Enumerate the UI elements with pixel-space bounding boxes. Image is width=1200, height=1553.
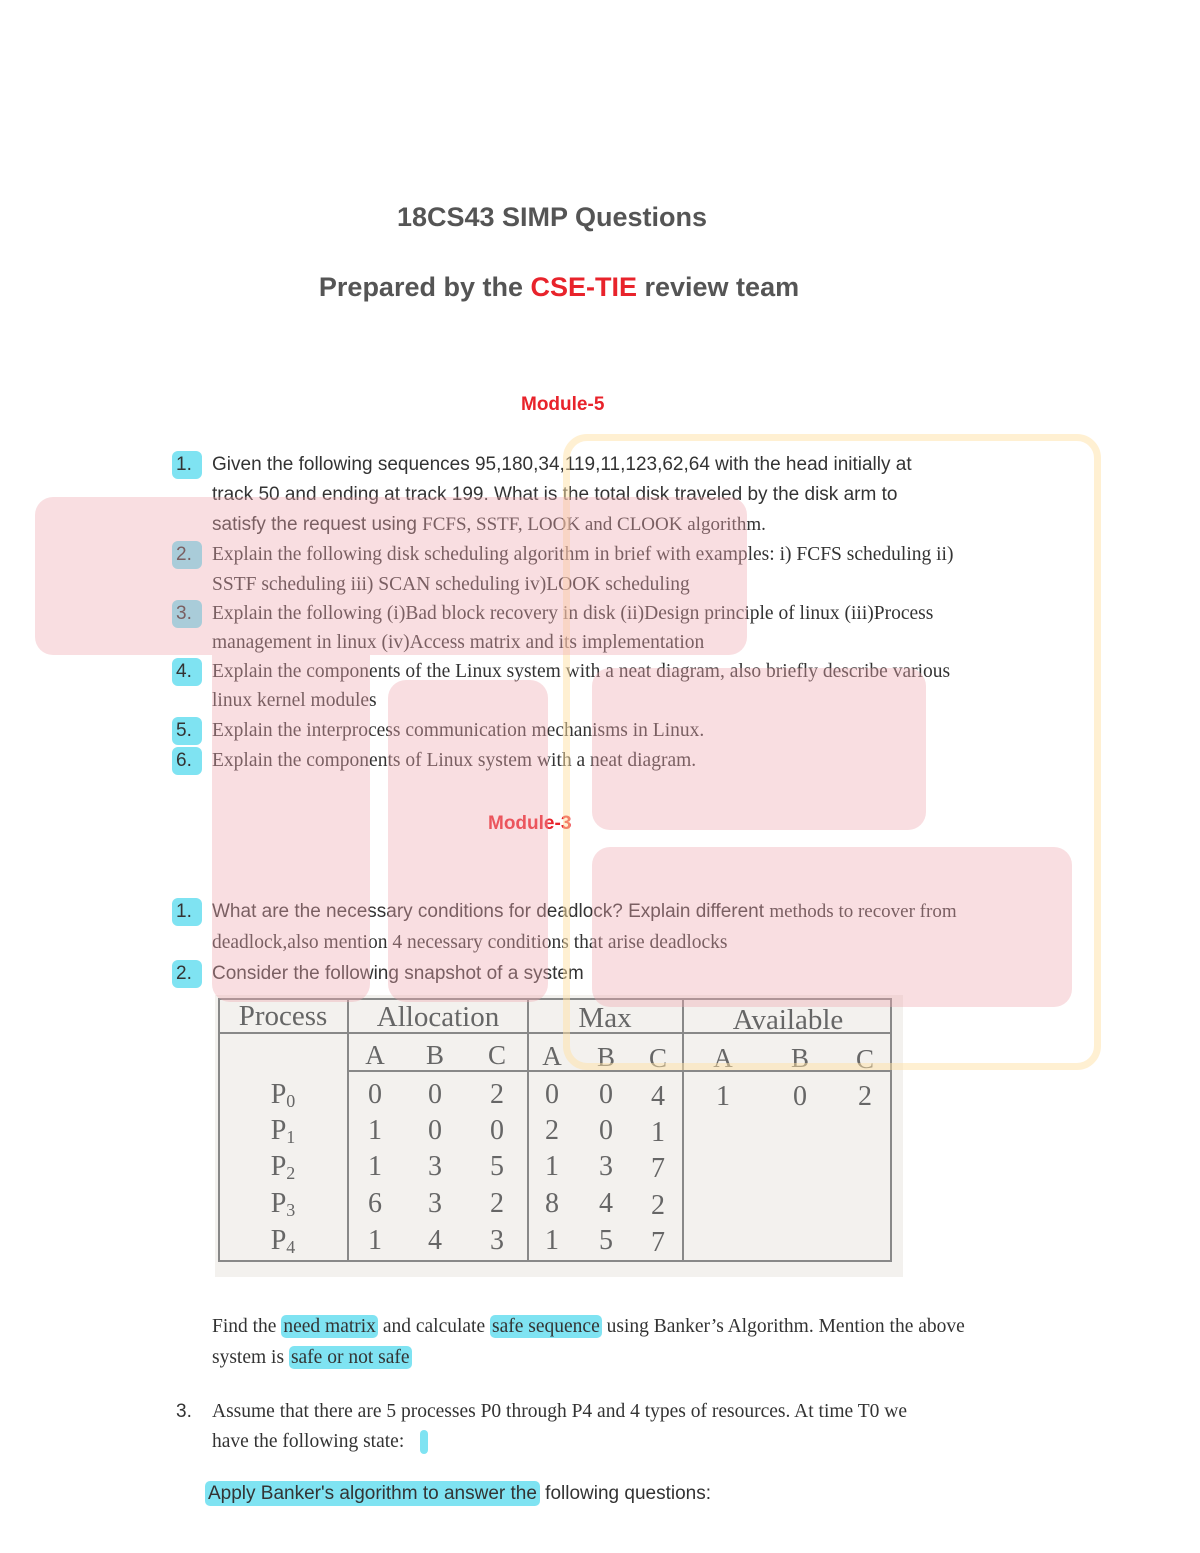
highlight-safe-or-not: safe or not safe: [290, 1347, 410, 1368]
m5-q6-number: 6.: [172, 747, 202, 775]
process-label: P4: [270, 1225, 296, 1257]
allocation-cell: 1: [368, 1151, 382, 1182]
m3-q3-line-2: have the following state:: [212, 1431, 405, 1452]
process-label: P1: [270, 1115, 296, 1147]
allocation-cell: 6: [368, 1188, 382, 1219]
sub-alloc-a: A: [365, 1040, 385, 1070]
highlight-need-matrix: need matrix: [283, 1316, 376, 1337]
m3-q2-after-line-1: [212, 1313, 965, 1341]
m5-q1-line-1: Given the following sequences 95,180,34,119,11,123,62,64 with the head initially at: [212, 454, 912, 475]
m5-q5-number: 5.: [172, 717, 202, 745]
subtitle-accent: CSE-TIE: [530, 272, 637, 302]
sub-max-c: C: [648, 1043, 668, 1073]
process-label: P2: [270, 1151, 296, 1183]
allocation-cell: 3: [428, 1151, 442, 1182]
after-text-1: Find the: [212, 1316, 282, 1337]
m3-q2-number: 2.: [172, 960, 202, 988]
m3-q3-line-1: Assume that there are 5 processes P0 through P4 and 4 types of resources. At time T0 we: [212, 1401, 907, 1422]
table-header-process: Process: [238, 1000, 328, 1032]
after-text-4: system is: [212, 1347, 289, 1368]
m5-q3-number: 3.: [172, 600, 202, 628]
table-header-available: Available: [732, 1004, 844, 1036]
m5-q1-line-3a: satisfy the request using: [212, 514, 423, 535]
allocation-cell: 0: [368, 1079, 382, 1110]
subtitle-prefix: Prepared by the: [318, 272, 531, 302]
subtitle-suffix: review team: [637, 272, 800, 302]
cursor-highlight: [420, 1430, 428, 1454]
m3-q3-apply-line: [205, 1480, 711, 1508]
note-overlay-1: [35, 497, 747, 655]
max-cell: 3: [599, 1151, 613, 1182]
m5-q1-number: 1.: [172, 451, 202, 479]
sub-avail-c: C: [855, 1044, 875, 1074]
m5-q1-line-3b: FCFS, SSTF, LOOK and CLOOK algorithm.: [422, 514, 766, 535]
allocation-cell: 3: [428, 1188, 442, 1219]
apply-rest-text: following questions:: [539, 1483, 712, 1504]
table-header-max: Max: [578, 1002, 632, 1034]
highlight-safe-sequence: safe sequence: [492, 1316, 600, 1337]
allocation-cell: 0: [428, 1079, 442, 1110]
after-text-3: using Banker’s Algorithm. Mention the above: [601, 1316, 965, 1337]
sub-alloc-c: C: [487, 1040, 507, 1070]
m5-q2-number: 2.: [172, 541, 202, 569]
m3-q1-number: 1.: [172, 898, 202, 926]
m3-q2-after-line-2: [212, 1344, 412, 1372]
note-overlay-4: [592, 668, 926, 830]
max-cell: 7: [651, 1153, 665, 1184]
allocation-cell: 1: [368, 1225, 382, 1256]
allocation-cell: 2: [490, 1079, 504, 1110]
m3-q2-line-1: Consider the following snapshot of a system: [212, 963, 584, 984]
max-cell: 4: [651, 1081, 665, 1112]
max-cell: 2: [651, 1190, 665, 1221]
max-cell: 5: [599, 1225, 613, 1256]
allocation-cell: 4: [428, 1225, 442, 1256]
allocation-cell: 3: [490, 1225, 504, 1256]
m5-q4-number: 4.: [172, 658, 202, 686]
allocation-cell: 0: [428, 1115, 442, 1146]
max-cell: 1: [545, 1225, 559, 1256]
max-cell: 0: [545, 1079, 559, 1110]
available-cell: 0: [793, 1081, 807, 1112]
m5-q2-line-2: SSTF scheduling iii) SCAN scheduling iv)LOOK scheduling: [212, 574, 690, 595]
m5-q3-line-2: management in linux (iv)Access matrix and its implementation: [212, 632, 705, 653]
table-body: [271, 1079, 872, 1258]
document-title: 18CS43 SIMP Questions: [396, 202, 708, 232]
note-overlay-5: [592, 847, 1072, 1007]
note-overlay-2: [212, 655, 370, 1002]
sub-avail-a: A: [713, 1043, 733, 1073]
m3-q1-line-1a: What are the necessary conditions for deadlock? Explain different: [212, 901, 770, 922]
process-label: P0: [270, 1079, 296, 1111]
available-cell: 1: [716, 1081, 730, 1112]
allocation-cell: 0: [490, 1115, 504, 1146]
max-cell: 0: [599, 1079, 613, 1110]
after-text-2: and calculate: [377, 1316, 490, 1337]
m5-q4-line-2: linux kernel modules: [212, 690, 377, 711]
max-cell: 7: [651, 1227, 665, 1258]
m3-q1-line-1b: methods to recover from: [769, 901, 957, 922]
m5-q1-line-2: track 50 and ending at track 199. What is the total disk traveled by the disk arm to: [212, 484, 898, 505]
allocation-cell: 5: [490, 1151, 504, 1182]
sub-max-a: A: [542, 1041, 562, 1071]
m3-q3-number: 3.: [176, 1401, 192, 1422]
module-5-heading: Module-5: [521, 394, 605, 415]
document-subtitle: [0, 272, 1118, 303]
allocation-cell: 1: [368, 1115, 382, 1146]
m5-q3-line-1: Explain the following (i)Bad block recovery in disk (ii)Design principle of linux (iii)Process: [212, 603, 934, 624]
max-cell: 2: [545, 1115, 559, 1146]
table-header-allocation: Allocation: [376, 1001, 500, 1033]
m5-q4-line-1: Explain the components of the Linux system with a neat diagram, also briefly describe various: [212, 661, 951, 682]
max-cell: 1: [545, 1151, 559, 1182]
max-cell: 8: [545, 1188, 559, 1219]
max-cell: 4: [599, 1188, 613, 1219]
max-cell: 0: [599, 1115, 613, 1146]
m5-q5-line-1: Explain the interprocess communication mechanisms in Linux.: [212, 720, 705, 741]
highlight-apply-bankers: Apply Banker's algorithm to answer the: [205, 1481, 540, 1506]
m3-q1-line-2: deadlock,also mention 4 necessary conditions that arise deadlocks: [212, 932, 728, 953]
sub-alloc-b: B: [425, 1040, 445, 1070]
note-overlay-3: [388, 680, 548, 1002]
allocation-cell: 2: [490, 1188, 504, 1219]
m5-q2-line-1: Explain the following disk scheduling algorithm in brief with examples: i) FCFS scheduling ii): [212, 544, 954, 565]
process-label: P3: [270, 1188, 296, 1220]
max-cell: 1: [651, 1117, 665, 1148]
sub-max-b: B: [596, 1042, 616, 1072]
module-3-heading: Module-3: [488, 813, 572, 834]
available-cell: 2: [858, 1081, 872, 1112]
sub-avail-b: B: [790, 1043, 810, 1073]
m5-q6-line-1: Explain the components of Linux system with a neat diagram.: [212, 750, 697, 771]
